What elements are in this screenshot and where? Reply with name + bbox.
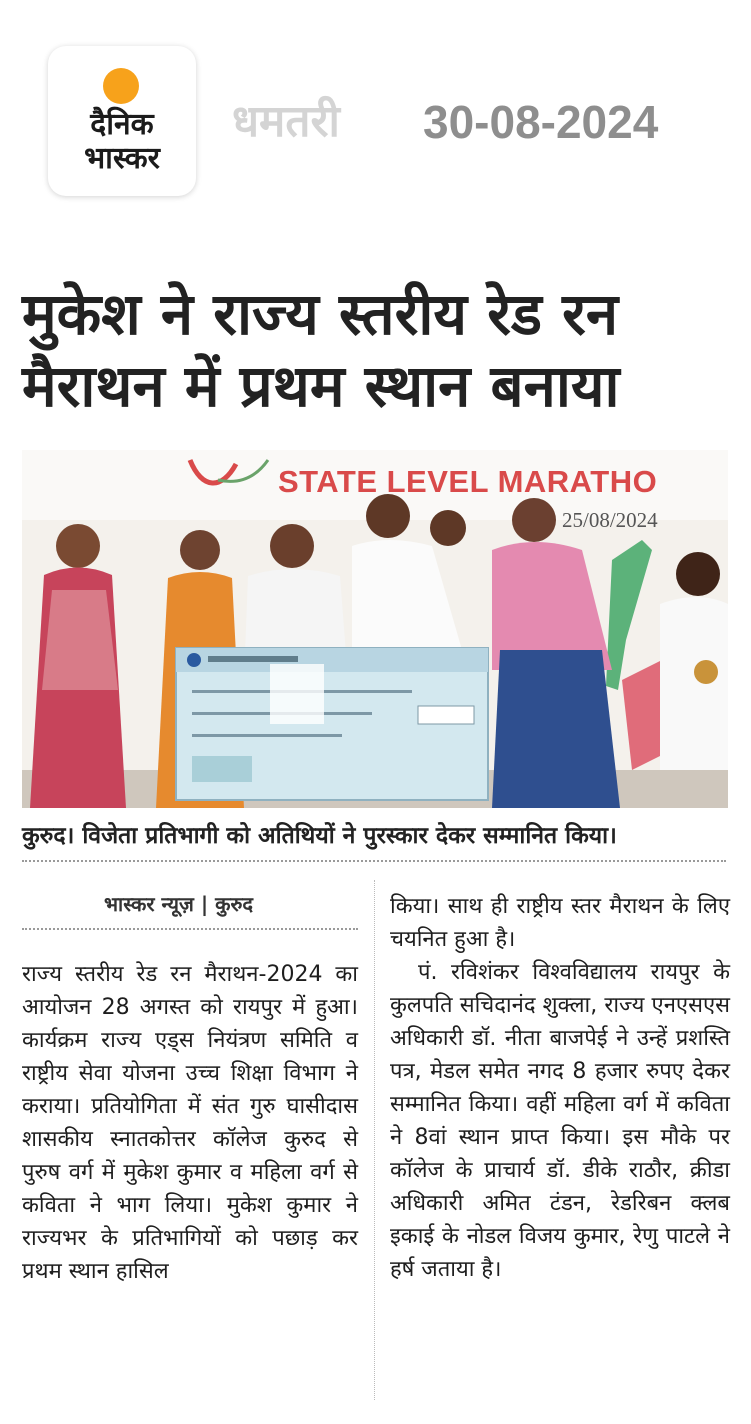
edition-date: 30-08-2024: [423, 96, 659, 148]
photo-banner-text: STATE LEVEL MARATHO: [278, 464, 658, 499]
body-paragraph: किया। साथ ही राष्ट्रीय स्तर मैराथन के लिए चयनित हुआ है।: [390, 894, 730, 952]
article-body-right: [390, 890, 730, 1286]
body-paragraph: राज्य स्तरीय रेड रन मैराथन-2024 का आयोजन 28 अगस्त को रायपुर में हुआ। कार्यक्रम राज्य एड्स नियंत्रण समिति व राष्ट्रीय सेवा योजना उच्च शिक्षा विभाग ने कराया। प्रतियोगिता में संत गुरु घासीदास शासकीय स्नातकोत्तर कॉलेज कुरुद से पुरुष वर्ग में मुकेश कुमार व महिला वर्ग से कविता ने भाग लिया। मुकेश कुमार ने राज्यभर के प्रतिभागियों को पछाड़ कर प्रथम स्थान हासिल: [22, 962, 358, 1284]
logo-text-line1: दैनिक: [90, 107, 154, 142]
column-divider: [374, 880, 375, 1400]
sun-icon: [103, 68, 139, 104]
caption-divider: [22, 860, 726, 862]
body-paragraph: पं. रविशंकर विश्वविद्यालय रायपुर के कुलपति सचिदानंद शुक्ला, राज्य एनएसएस अधिकारी डॉ. नीता बाजपेई ने उन्हें प्रशस्ति पत्र, मेडल समेत नगद 8 हजार रुपए देकर सम्मानित किया। वहीं महिला वर्ग में कविता ने 8वां स्थान प्राप्त किया। इस मौके पर कॉलेज के प्राचार्य डॉ. डीके राठौर, क्रीडा अधिकारी अमित टंडन, रेडरिबन क्लब इकाई के नोडल विजय कुमार, रेणु पाटले ने हर्ष जताया है।: [390, 960, 730, 1282]
newspaper-logo: [48, 46, 196, 196]
article-headline: [22, 278, 732, 422]
photo-caption: कुरुद। विजेता प्रतिभागी को अतिथियों ने पुरस्कार देकर सम्मानित किया।: [22, 823, 617, 849]
logo-text-line2: भास्कर: [84, 141, 160, 176]
photo-banner-date: 25/08/2024: [562, 508, 658, 532]
article-body-left: [22, 958, 358, 1288]
edition-city: धमतरी: [232, 96, 340, 147]
article-photo: [22, 450, 728, 808]
masthead: [0, 0, 751, 230]
byline: भास्कर न्यूज़ | कुरुद: [104, 892, 254, 916]
award-ceremony-illustration: [22, 450, 728, 808]
headline-line1: मुकेश ने राज्य स्तरीय रेड रन: [22, 280, 619, 348]
headline-line2: मैराथन में प्रथम स्थान बनाया: [22, 352, 620, 420]
byline-divider: [22, 928, 358, 930]
